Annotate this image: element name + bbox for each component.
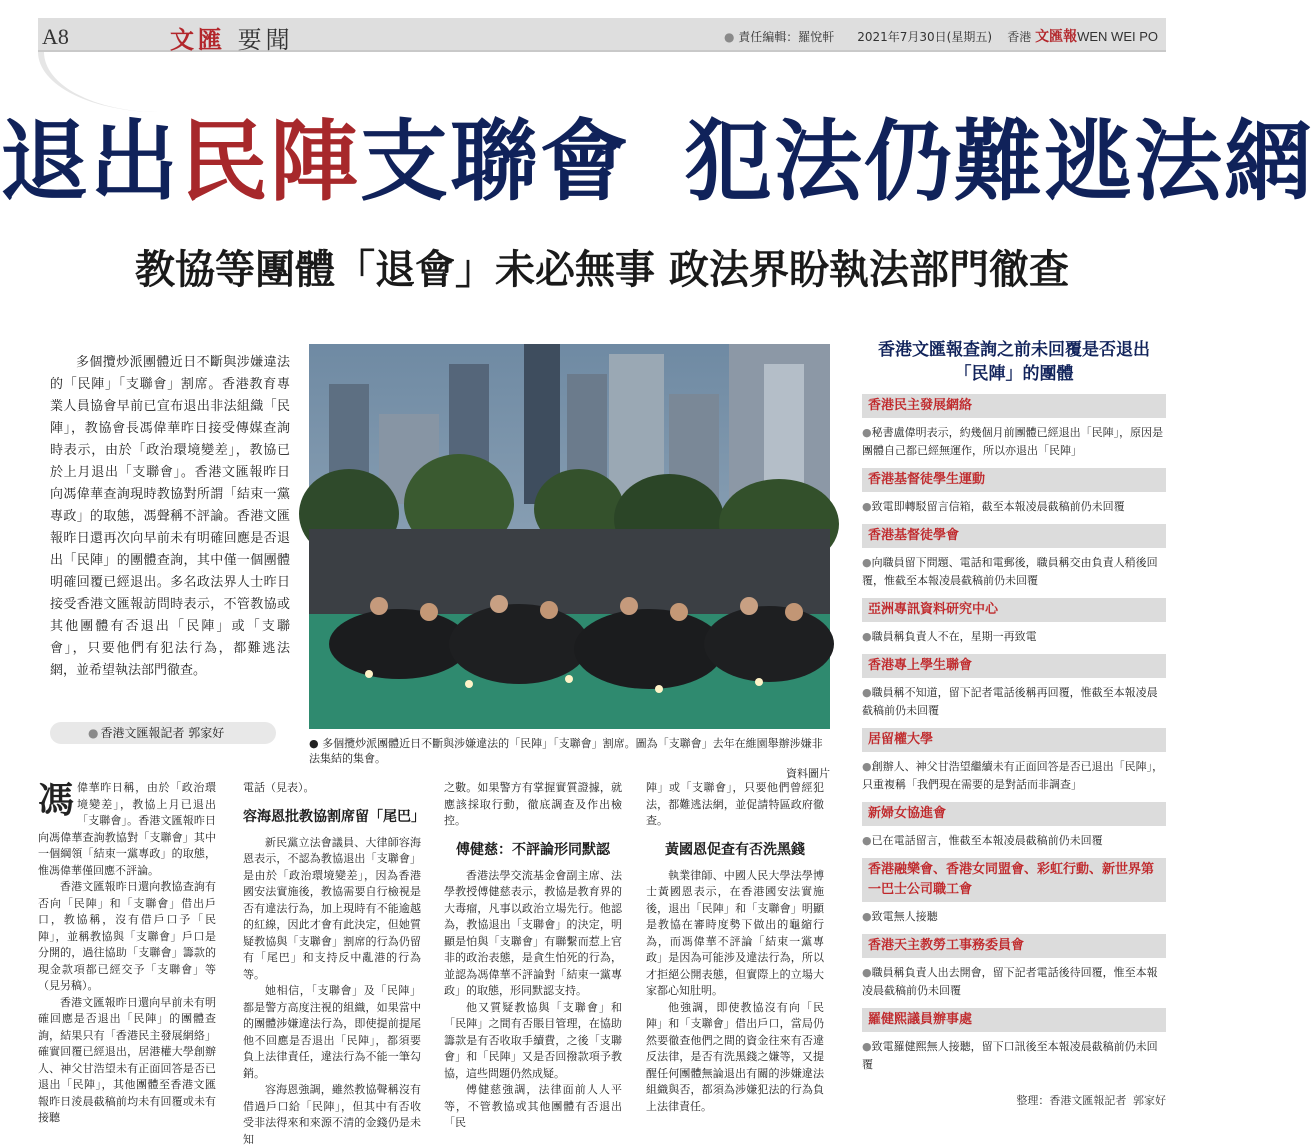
sidebar-item-desc: 職員稱負責人不在，星期一再致電 bbox=[871, 630, 1037, 643]
article-paragraph: 他又質疑教協與「支聯會」和「民陣」之間有否賬目管理，在協助籌款是有否收取手續費，之後「支聯會」和「民陣」又是否回撥款項予教協，這些問題仍然成疑。 bbox=[444, 1000, 622, 1080]
sidebar-item bbox=[862, 802, 1166, 850]
sidebar-item bbox=[862, 1008, 1166, 1074]
article-paragraph: 之數。如果警方有掌握實質證據，就應該採取行動，徹底調查及作出檢控。 bbox=[444, 781, 622, 827]
sidebar-item-text bbox=[862, 752, 1166, 794]
sidebar-item-name: 新婦女協進會 bbox=[862, 802, 1166, 826]
header-meta bbox=[724, 26, 1158, 46]
sidebar-item-name: 香港基督徒學生運動 bbox=[862, 468, 1166, 492]
bullet-icon: ● bbox=[309, 737, 319, 750]
sidebar-item-desc: 已在電話留言，惟截至本報凌晨截稿前仍未回覆 bbox=[871, 834, 1103, 847]
sidebar-item-text bbox=[862, 678, 1166, 720]
drop-cap: 馮 bbox=[38, 779, 75, 821]
sidebar-item-desc: 創辦人、神父甘浩望繼續未有正面回答是否已退出「民陣」，只重複稱「我們現在需要的是對話而非調查」 bbox=[862, 760, 1164, 791]
sidebar-item-text bbox=[862, 826, 1166, 850]
body-column-1 bbox=[38, 780, 216, 1127]
bullet-icon: ● bbox=[862, 1040, 872, 1053]
bullet-icon: ● bbox=[862, 910, 872, 923]
bullet-icon: ● bbox=[862, 426, 872, 439]
article-paragraph: 陣」或「支聯會」，只要他們曾經犯法，都難逃法網，並促請特區政府徹查。 bbox=[646, 781, 824, 827]
sidebar-item-text bbox=[862, 492, 1166, 516]
article-paragraph: 新民黨立法會議員、大律師容海恩表示，不認為教協退出「支聯會」是由於「政治環境變差」，因為香港國安法實施後，教協需要自行檢視是否有違法行為，加上現時有不能逾越的紅線，因此才會有此決定，但她質疑教協與「支聯會」割席的行為仍留有「尾巴」和支持反中亂港的行為等。 bbox=[243, 835, 421, 981]
sidebar-item-name: 居留權大學 bbox=[862, 728, 1166, 752]
article-paragraph: 傅健慈強調，法律面前人人平等，不管教協或其他團體有否退出「民 bbox=[444, 1083, 622, 1129]
page-header bbox=[38, 18, 1166, 52]
section-title-red: 文匯 bbox=[170, 25, 226, 54]
newspaper-logo: 文匯報 bbox=[1035, 29, 1078, 45]
sidebar-item-text bbox=[862, 902, 1166, 926]
bullet-icon: ● bbox=[723, 30, 735, 44]
photo-illustration bbox=[309, 344, 830, 729]
sidebar-item bbox=[862, 728, 1166, 794]
sidebar-item bbox=[862, 654, 1166, 720]
section-title-rest: 要聞 bbox=[237, 26, 294, 54]
sidebar-item-desc: 向職員留下問題、電話和電郵後，職員稱交由負責人稍後回覆，惟截至本報凌晨截稿前仍未回覆 bbox=[862, 556, 1158, 587]
caption-text: 多個攬炒派團體近日不斷與涉嫌違法的「民陣」「支聯會」割席。圖為「支聯會」去年在維園舉辦涉嫌非法集結的集會。 bbox=[309, 737, 823, 765]
sidebar-item-desc: 致電即轉駁留言信箱，截至本報凌晨截稿前仍未回覆 bbox=[871, 500, 1125, 513]
sidebar-item-desc: 職員稱負責人出去開會，留下記者電話後待回覆，惟至本報凌晨截稿前仍未回覆 bbox=[862, 966, 1158, 997]
section-title bbox=[170, 20, 294, 55]
bullet-icon: ● bbox=[862, 500, 872, 513]
sidebar-item bbox=[862, 524, 1166, 590]
byline-text: 香港文匯報記者 郭家好 bbox=[100, 726, 225, 740]
sidebar-item-desc: 致電無人接聽 bbox=[871, 910, 938, 923]
newspaper-logo-en: WEN WEI PO bbox=[1077, 29, 1158, 44]
sidebar-item-text bbox=[862, 418, 1166, 460]
article-subtitle: 傅健慈：不評論形同默認 bbox=[456, 841, 610, 858]
article-subtitle: 黃國恩促查有否洗黑錢 bbox=[665, 841, 805, 858]
article-paragraph: 香港法學交流基金會副主席、法學教授傅健慈表示，教協是教育界的大毒瘤，凡事以政治立場先行。他認為，教協退出「支聯會」的決定，明顯是怕與「支聯會」有聯繫而惹上官非的政治表態，是貪生怕死的行為，並認為馮偉華不評論對「結束一黨專政」的取態，形同默認支持。 bbox=[444, 868, 622, 997]
headline bbox=[0, 106, 1314, 216]
news-photo bbox=[309, 344, 830, 729]
sidebar-item-name: 亞洲專訊資料研究中心 bbox=[862, 598, 1166, 622]
article-paragraph: 執業律師、中國人民大學法學博士黃國恩表示，在香港國安法實施後，退出「民陣」和「支聯會」明顯是教協在審時度勢下做出的龜縮行為，而馮偉華不評論「結束一黨專政」是因為可能涉及違法行為，所以才拒絕公開表態，但實際上的立場大家都心知肚明。 bbox=[646, 868, 824, 997]
byline bbox=[50, 722, 276, 744]
sidebar-box bbox=[862, 338, 1166, 1082]
body-column-3 bbox=[444, 780, 622, 1132]
sidebar-item bbox=[862, 934, 1166, 1000]
sidebar-item-text bbox=[862, 622, 1166, 646]
sidebar-item-text bbox=[862, 958, 1166, 1000]
bullet-icon: ● bbox=[862, 760, 872, 773]
headline-part-2: 支聯會 bbox=[360, 109, 631, 213]
photo-caption bbox=[309, 736, 830, 781]
sidebar-item-text bbox=[862, 1032, 1166, 1074]
article-paragraph: 香港文匯報昨日還向早前未有明確回應是否退出「民陣」的團體查詢，結果只有「香港民主發展網絡」確實回覆已經退出，居港權大學創辦人、神父甘浩望未有正面回答是否已退出「民陣」，其他團體至香港文匯報昨日淩晨截稿前均未有回覆或未有接聽 bbox=[38, 995, 216, 1124]
issue-date: 2021年7月30日(星期五) bbox=[857, 30, 992, 44]
sidebar-credit: 整理：香港文匯報記者 郭家好 bbox=[1016, 1094, 1166, 1107]
article-paragraph bbox=[38, 780, 216, 879]
sidebar-item bbox=[862, 598, 1166, 646]
bullet-icon: ● bbox=[88, 726, 99, 740]
sidebar-item-desc: 致電羅健熙無人接聽，留下口訊後至本報凌晨截稿前仍未回覆 bbox=[862, 1040, 1158, 1071]
sidebar-item-name: 香港天主教勞工事務委員會 bbox=[862, 934, 1166, 958]
sidebar-item bbox=[862, 468, 1166, 516]
photo-credit: 資料圖片 bbox=[786, 767, 830, 780]
sidebar-item-name: 香港基督徒學會 bbox=[862, 524, 1166, 548]
article-paragraph: 容海恩強調，雖然教協聲稱沒有借過戶口給「民陣」，但其中有否收受非法得來和來源不清的金錢仍是未知 bbox=[243, 1083, 421, 1146]
sidebar-item bbox=[862, 394, 1166, 460]
sidebar-item-desc: 職員稱不知道，留下記者電話後稱再回覆，惟截至本報凌晨截稿前仍未回覆 bbox=[862, 686, 1158, 717]
bullet-icon: ● bbox=[862, 966, 872, 979]
sidebar-item bbox=[862, 858, 1166, 926]
article-paragraph: 香港文匯報昨日還向教協查詢有否向「民陣」和「支聯會」借出戶口，教協稱，沒有借戶口予「民陣」，並稱教協與「支聯會」戶口是分開的，過往協助「支聯會」籌款的現金款項都已經交予「支聯會」等（見另稿）。 bbox=[38, 880, 216, 992]
editor-credit: 責任編輯：羅悅軒 bbox=[738, 30, 835, 44]
body-column-2 bbox=[243, 780, 425, 1148]
sidebar-item-name: 香港融樂會、香港女同盟會、彩虹行動、新世界第一巴士公司職工會 bbox=[862, 858, 1166, 902]
bullet-icon: ● bbox=[862, 556, 872, 569]
article-subtitle: 容海恩批教協割席留「尾巴」 bbox=[243, 808, 425, 825]
lead-paragraph: 多個攬炒派團體近日不斷與涉嫌違法的「民陣」「支聯會」割席。香港教育專業人員協會早前已宣布退出非法組織「民陣」，教協會長馮偉華昨日接受傳媒查詢時表示，由於「政治環境變差」，教協已於上月退出「支聯會」。香港文匯報昨日向馮偉華查詢現時教協對所謂「結束一黨專政」的取態，馮聲稱不評論。香港文匯報昨日還再次向早前未有明確回應是否退出「民陣」的團體查詢，其中僅一個團體明確回覆已經退出。多名政法界人士昨日接受香港文匯報訪問時表示，不管教協或其他團體有否退出「民陣」或「支聯會」，只要他們有犯法行為，都難逃法網，並希望執法部門徹查。 bbox=[50, 355, 290, 678]
page-number: A8 bbox=[42, 24, 69, 49]
article-paragraph: 他強調，即使教協沒有向「民陣」和「支聯會」借出戶口，當局仍然要徹查他們之間的資金往來有否違反法律，是否有洗黑錢之嫌等，又提醒任何團體無論退出有關的涉嫌違法組織與否，都須為涉嫌犯法的行為負上法律責任。 bbox=[646, 1000, 824, 1113]
subheadline: 教協等團體「退會」未必無事 政法界盼執法部門徹查 bbox=[135, 246, 1069, 293]
headline-part-red: 民陣 bbox=[180, 109, 361, 213]
bullet-icon: ● bbox=[862, 630, 872, 643]
sidebar-item-name: 羅健熙議員辦事處 bbox=[862, 1008, 1166, 1032]
headline-part-1: 退出 bbox=[0, 109, 181, 213]
region-label: 香港 bbox=[1007, 30, 1032, 44]
sidebar-item-text bbox=[862, 548, 1166, 590]
decorative-swoosh bbox=[38, 52, 178, 112]
sidebar-item-name: 香港專上學生聯會 bbox=[862, 654, 1166, 678]
article-paragraph: 她相信，「支聯會」及「民陣」都是警方高度注視的組織，如果當中的團體涉嫌違法行為，即使提前提尾他不回應是否退出「民陣」，都須要負上法律責任，違法行為不能一筆勾銷。 bbox=[243, 984, 421, 1080]
bullet-icon: ● bbox=[862, 686, 872, 699]
headline-part-3: 犯法仍難逃法網 bbox=[684, 109, 1314, 213]
sidebar-item-name: 香港民主發展網絡 bbox=[862, 394, 1166, 418]
article-paragraph: 電話（見表）。 bbox=[243, 781, 315, 794]
sidebar-title: 香港文匯報查詢之前未回覆是否退出「民陣」的團體 bbox=[878, 340, 1150, 384]
article-text: 偉華昨日稱，由於「政治環境變差」，教協上月已退出「支聯會」。香港文匯報昨日向馮偉華查詢教協對「支聯會」其中一個綱領「結束一黨專政」的取態，惟馮偉華僅回應不評論。 bbox=[38, 781, 216, 877]
sidebar-item-desc: 秘書盧偉明表示，約幾個月前團體已經退出「民陣」，原因是團體自己都已經無運作，所以亦退出「民陣」 bbox=[862, 426, 1164, 457]
body-column-4 bbox=[646, 780, 824, 1115]
bullet-icon: ● bbox=[862, 834, 872, 847]
